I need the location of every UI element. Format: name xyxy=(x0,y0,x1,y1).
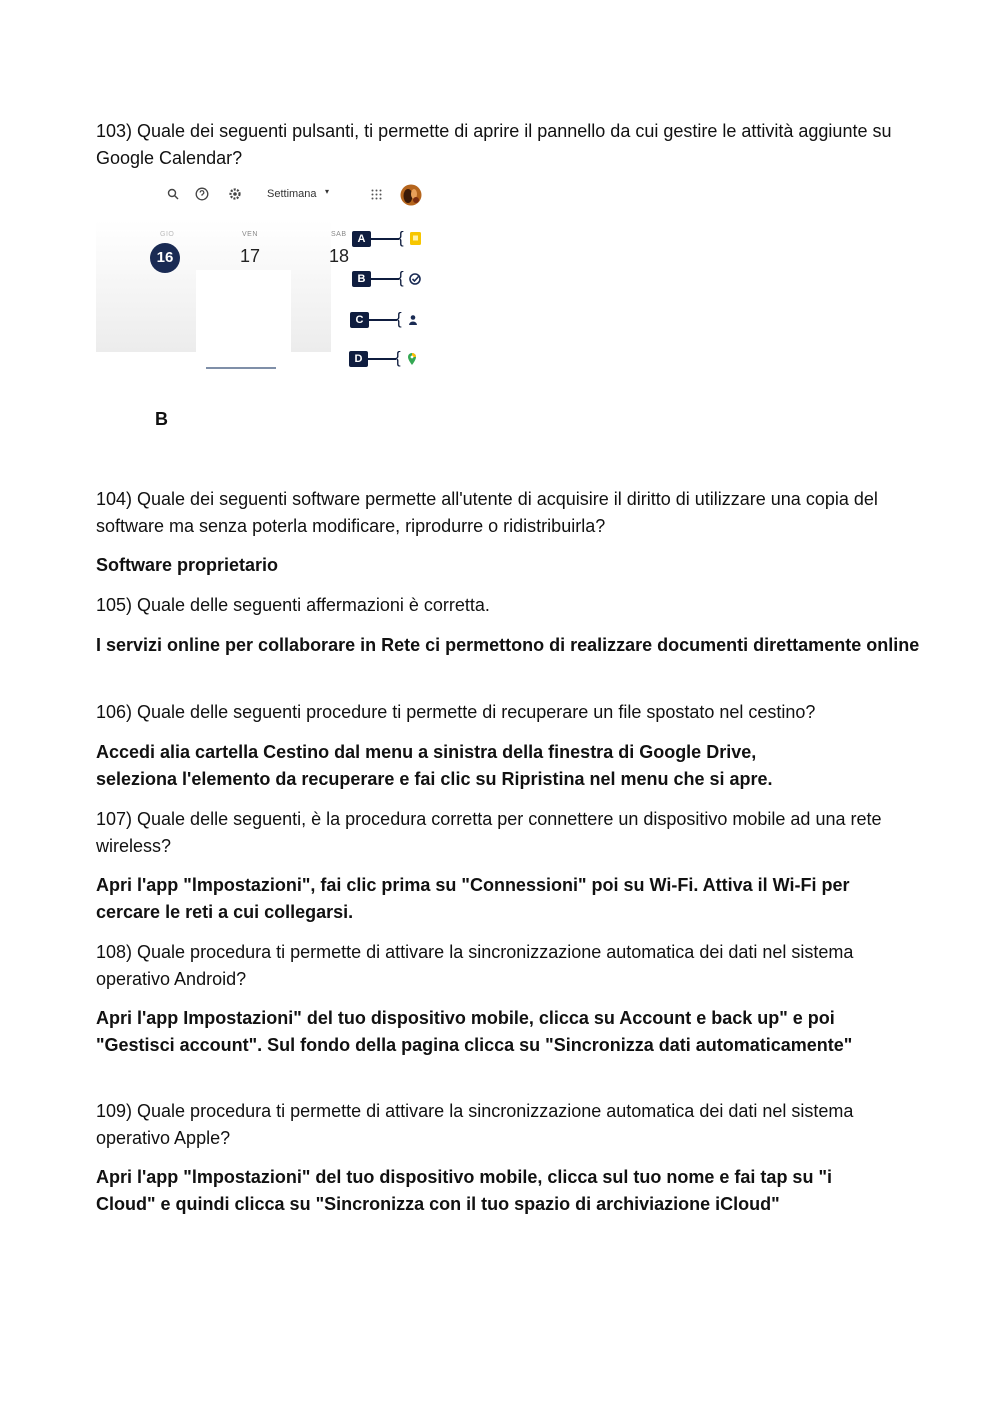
answer-106: Accedi alia cartella Cestino dal menu a sinistra della finestra di Google Drive, seleziona l'elemento da recuperare e fai clic su Ripristina nel menu che si apre. xyxy=(96,742,773,789)
callout-a: A { xyxy=(352,231,427,247)
callout-a-label: A xyxy=(352,231,371,247)
callout-b-label: B xyxy=(352,271,371,287)
day-label-fri: VEN xyxy=(242,231,258,238)
callout-c-label: C xyxy=(350,312,369,328)
callout-c: C { xyxy=(350,312,425,328)
day-label-sat: SAB xyxy=(331,231,347,238)
view-selector: Settimana xyxy=(267,188,317,200)
callout-b: B { xyxy=(352,271,427,287)
maps-icon xyxy=(405,351,419,367)
question-103: 103) Quale dei seguenti pulsanti, ti permette di aprire il pannello da cui gestire le attività aggiunte su Google Calendar? xyxy=(96,121,892,168)
avatar xyxy=(400,184,422,206)
question-109: 109) Quale procedura ti permette di attivare la sincronizzazione automatica dei dati nel sistema operativo Apple? xyxy=(96,1101,854,1148)
question-107: 107) Quale delle seguenti, è la procedura corretta per connettere un dispositivo mobile ad una rete wireless? xyxy=(96,809,882,856)
contacts-icon xyxy=(406,312,420,328)
callout-d-label: D xyxy=(349,351,368,367)
question-105: 105) Quale delle seguenti affermazioni è corretta. xyxy=(96,595,490,615)
callout-d: D { xyxy=(349,351,424,367)
calendar-screenshot xyxy=(96,180,431,372)
day-number-fri: 17 xyxy=(240,246,261,266)
answer-108: Apri l'app Impostazioni" del tuo dispositivo mobile, clicca su Account e back up" e poi "Gestisci account". Sul fondo della pagina clicca su "Sincronizza dati automaticamente" xyxy=(96,1008,853,1055)
search-icon xyxy=(167,188,179,200)
answer-107: Apri l'app "lmpostazioni", fai clic prima su "Connessioni" poi su Wi-Fi. Attiva il Wi-Fi per cercare le reti a cui collegarsi. xyxy=(96,875,850,922)
question-108: 108) Quale procedura ti permette di attivare la sincronizzazione automatica dei dati nel sistema operativo Android? xyxy=(96,942,854,989)
calendar-divider xyxy=(206,367,276,369)
answer-109: Apri l'app "lmpostazioni" del tuo dispositivo mobile, clicca sul tuo nome e fai tap su "i Cloud" e quindi clicca su "Sincronizza con il tuo spazio di archiviazione iCloud" xyxy=(96,1167,832,1214)
answer-103: B xyxy=(155,409,168,429)
answer-104: Software proprietario xyxy=(96,555,279,575)
today-date: 16 xyxy=(150,243,180,273)
keep-notes-icon xyxy=(408,231,422,247)
question-104: 104) Quale dei seguenti software permette all'utente di acquisire il diritto di utilizzare una copia del software ma senza poterla modificare, riprodurre o ridistribuirla? xyxy=(96,489,878,536)
help-icon xyxy=(195,187,209,201)
calendar-column xyxy=(196,270,291,352)
tasks-icon xyxy=(408,271,422,287)
day-number-sat: 18 xyxy=(329,246,350,266)
day-label-thu: GIO xyxy=(160,231,175,238)
question-106: 106) Quale delle seguenti procedure ti permette di recuperare un file spostato nel cestino? xyxy=(96,702,816,722)
gear-icon xyxy=(228,187,242,201)
chevron-down-icon: ▾ xyxy=(325,187,330,196)
apps-grid-icon xyxy=(371,189,382,200)
answer-105: I servizi online per collaborare in Rete ci permettono di realizzare documenti direttamente online xyxy=(96,635,920,655)
